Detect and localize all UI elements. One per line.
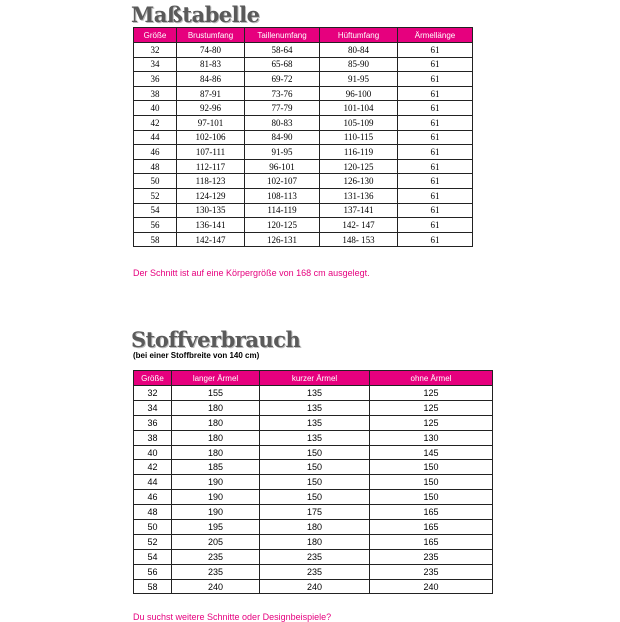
table-row xyxy=(134,520,493,535)
fabric-table-body xyxy=(134,386,493,594)
fabric-table-cell: 155 xyxy=(172,386,260,401)
body-height-note: Der Schnitt ist auf eine Körpergröße von 168 cm ausgelegt. xyxy=(133,268,370,278)
table-row xyxy=(134,534,493,549)
table-row xyxy=(134,203,473,218)
size-table-cell: 58-64 xyxy=(245,43,320,58)
table-row xyxy=(134,415,493,430)
fabric-table-cell: 145 xyxy=(370,445,493,460)
fabric-table-cell: 48 xyxy=(134,505,172,520)
size-table-cell: 80-83 xyxy=(245,115,320,130)
table-row xyxy=(134,130,473,145)
table-row xyxy=(134,115,473,130)
size-table-cell: 108-113 xyxy=(245,188,320,203)
fabric-table-cell: 235 xyxy=(172,564,260,579)
size-table-cell: 124-129 xyxy=(177,188,245,203)
size-table-cell: 61 xyxy=(398,218,473,233)
fabric-table-cell: 130 xyxy=(370,430,493,445)
size-table-cell: 61 xyxy=(398,115,473,130)
size-table-cell: 118-123 xyxy=(177,174,245,189)
size-table-cell: 84-90 xyxy=(245,130,320,145)
fabric-table-cell: 135 xyxy=(260,415,370,430)
size-table-cell: 61 xyxy=(398,130,473,145)
size-table-cell: 96-101 xyxy=(245,159,320,174)
size-table-cell: 126-130 xyxy=(320,174,398,189)
fabric-table-cell: 34 xyxy=(134,400,172,415)
table-row xyxy=(134,188,473,203)
fabric-table-cell: 240 xyxy=(172,579,260,594)
size-table-header xyxy=(134,28,473,43)
size-table-cell: 77-79 xyxy=(245,101,320,116)
size-table-cell: 91-95 xyxy=(320,72,398,87)
fabric-table-cell: 42 xyxy=(134,460,172,475)
fabric-table-cell: 180 xyxy=(172,445,260,460)
fabric-table-cell: 185 xyxy=(172,460,260,475)
table-row xyxy=(134,475,493,490)
size-table-cell: 34 xyxy=(134,57,177,72)
fabric-table-cell: 32 xyxy=(134,386,172,401)
fabric-table-cell: 190 xyxy=(172,505,260,520)
table-row xyxy=(134,505,493,520)
size-table-cell: 142-147 xyxy=(177,232,245,247)
size-table-cell: 65-68 xyxy=(245,57,320,72)
size-table-cell: 50 xyxy=(134,174,177,189)
fabric-table-header xyxy=(134,371,493,386)
table-row xyxy=(134,549,493,564)
fabric-table-header-cell: Größe xyxy=(134,371,172,386)
size-table-cell: 61 xyxy=(398,188,473,203)
size-table-cell: 105-109 xyxy=(320,115,398,130)
fabric-table-cell: 235 xyxy=(260,564,370,579)
fabric-table-cell: 180 xyxy=(172,400,260,415)
size-table-header-cell: Brustumfang xyxy=(177,28,245,43)
fabric-table-cell: 150 xyxy=(370,460,493,475)
fabric-table-cell: 40 xyxy=(134,445,172,460)
fabric-table-cell: 235 xyxy=(370,564,493,579)
fabric-table-cell: 205 xyxy=(172,534,260,549)
table-row xyxy=(134,460,493,475)
fabric-table-cell: 150 xyxy=(260,475,370,490)
size-table-cell: 81-83 xyxy=(177,57,245,72)
table-row xyxy=(134,145,473,160)
table-row xyxy=(134,72,473,87)
fabric-table-cell: 36 xyxy=(134,415,172,430)
fabric-table-cell: 150 xyxy=(370,475,493,490)
size-table-cell: 112-117 xyxy=(177,159,245,174)
size-table-header-cell: Ärmellänge xyxy=(398,28,473,43)
size-table-cell: 110-115 xyxy=(320,130,398,145)
size-table-header-cell: Hüftumfang xyxy=(320,28,398,43)
size-table-cell: 46 xyxy=(134,145,177,160)
table-row xyxy=(134,564,493,579)
size-table-cell: 38 xyxy=(134,86,177,101)
fabric-table-cell: 235 xyxy=(172,549,260,564)
fabric-table-cell: 50 xyxy=(134,520,172,535)
table-row xyxy=(134,218,473,233)
fabric-table-cell: 52 xyxy=(134,534,172,549)
table-row xyxy=(134,57,473,72)
size-table-cell: 61 xyxy=(398,159,473,174)
fabric-table-cell: 180 xyxy=(260,520,370,535)
fabric-table-cell: 165 xyxy=(370,520,493,535)
size-table-cell: 56 xyxy=(134,218,177,233)
fabric-table-cell: 125 xyxy=(370,400,493,415)
size-table-cell: 54 xyxy=(134,203,177,218)
more-patterns-link[interactable]: Du suchst weitere Schnitte oder Designbeispiele? xyxy=(133,612,332,622)
fabric-table-cell: 150 xyxy=(260,490,370,505)
size-table-cell: 87-91 xyxy=(177,86,245,101)
size-table-cell: 91-95 xyxy=(245,145,320,160)
size-table-cell: 101-104 xyxy=(320,101,398,116)
size-table-header-cell: Größe xyxy=(134,28,177,43)
size-table-cell: 74-80 xyxy=(177,43,245,58)
fabric-table-cell: 135 xyxy=(260,400,370,415)
fabric-table-cell: 150 xyxy=(370,490,493,505)
table-row xyxy=(134,232,473,247)
fabric-table-cell: 125 xyxy=(370,386,493,401)
size-table-cell: 136-141 xyxy=(177,218,245,233)
fabric-table-cell: 135 xyxy=(260,430,370,445)
fabric-table-cell: 125 xyxy=(370,415,493,430)
fabric-table-cell: 175 xyxy=(260,505,370,520)
fabric-table-cell: 180 xyxy=(260,534,370,549)
fabric-table-cell: 58 xyxy=(134,579,172,594)
size-table-cell: 61 xyxy=(398,232,473,247)
table-row xyxy=(134,101,473,116)
fabric-table-header-cell: kurzer Ärmel xyxy=(260,371,370,386)
size-table-title: Maßtabelle xyxy=(131,2,260,27)
size-table-cell: 97-101 xyxy=(177,115,245,130)
size-table-cell: 114-119 xyxy=(245,203,320,218)
fabric-table-cell: 240 xyxy=(370,579,493,594)
fabric-table-cell: 190 xyxy=(172,475,260,490)
table-row xyxy=(134,86,473,101)
fabric-table-cell: 165 xyxy=(370,534,493,549)
size-table xyxy=(133,27,473,247)
size-table-cell: 42 xyxy=(134,115,177,130)
size-table-cell: 131-136 xyxy=(320,188,398,203)
size-table-body xyxy=(134,43,473,247)
fabric-table-cell: 150 xyxy=(260,460,370,475)
size-table-cell: 148- 153 xyxy=(320,232,398,247)
size-table-cell: 80-84 xyxy=(320,43,398,58)
table-row xyxy=(134,386,493,401)
size-table-cell: 84-86 xyxy=(177,72,245,87)
size-table-cell: 126-131 xyxy=(245,232,320,247)
size-table-cell: 61 xyxy=(398,101,473,116)
size-table-cell: 58 xyxy=(134,232,177,247)
size-table-cell: 142- 147 xyxy=(320,218,398,233)
size-table-cell: 61 xyxy=(398,145,473,160)
fabric-table-cell: 180 xyxy=(172,430,260,445)
fabric-table-cell: 56 xyxy=(134,564,172,579)
fabric-table-cell: 235 xyxy=(370,549,493,564)
size-table-cell: 61 xyxy=(398,86,473,101)
fabric-table-cell: 46 xyxy=(134,490,172,505)
size-table-cell: 120-125 xyxy=(320,159,398,174)
size-table-cell: 73-76 xyxy=(245,86,320,101)
size-table-cell: 69-72 xyxy=(245,72,320,87)
fabric-width-subtitle: (bei einer Stoffbreite von 140 cm) xyxy=(133,351,260,360)
table-row xyxy=(134,400,493,415)
fabric-table-cell: 38 xyxy=(134,430,172,445)
size-table-cell: 36 xyxy=(134,72,177,87)
fabric-table-cell: 54 xyxy=(134,549,172,564)
table-row xyxy=(134,445,493,460)
size-table-cell: 102-107 xyxy=(245,174,320,189)
fabric-table-cell: 240 xyxy=(260,579,370,594)
size-table-cell: 40 xyxy=(134,101,177,116)
fabric-table-cell: 165 xyxy=(370,505,493,520)
size-table-cell: 61 xyxy=(398,203,473,218)
size-table-cell: 48 xyxy=(134,159,177,174)
size-table-cell: 130-135 xyxy=(177,203,245,218)
size-table-cell: 61 xyxy=(398,57,473,72)
size-table-cell: 120-125 xyxy=(245,218,320,233)
fabric-table-header-cell: langer Ärmel xyxy=(172,371,260,386)
fabric-table-cell: 180 xyxy=(172,415,260,430)
fabric-usage-title: Stoffverbrauch xyxy=(131,327,301,352)
fabric-table-cell: 44 xyxy=(134,475,172,490)
size-table-cell: 61 xyxy=(398,174,473,189)
table-row xyxy=(134,43,473,58)
size-table-header-cell: Taillenumfang xyxy=(245,28,320,43)
table-row xyxy=(134,490,493,505)
size-table-cell: 44 xyxy=(134,130,177,145)
size-table-cell: 61 xyxy=(398,72,473,87)
fabric-table-cell: 150 xyxy=(260,445,370,460)
fabric-table-cell: 195 xyxy=(172,520,260,535)
fabric-usage-table xyxy=(133,370,493,594)
size-table-cell: 102-106 xyxy=(177,130,245,145)
size-table-cell: 96-100 xyxy=(320,86,398,101)
size-table-cell: 137-141 xyxy=(320,203,398,218)
size-table-cell: 107-111 xyxy=(177,145,245,160)
size-table-cell: 85-90 xyxy=(320,57,398,72)
table-row xyxy=(134,430,493,445)
fabric-table-cell: 235 xyxy=(260,549,370,564)
table-row xyxy=(134,174,473,189)
fabric-table-cell: 135 xyxy=(260,386,370,401)
size-table-cell: 116-119 xyxy=(320,145,398,160)
size-table-cell: 92-96 xyxy=(177,101,245,116)
table-row xyxy=(134,579,493,594)
table-row xyxy=(134,159,473,174)
size-table-cell: 61 xyxy=(398,43,473,58)
size-table-cell: 32 xyxy=(134,43,177,58)
size-table-cell: 52 xyxy=(134,188,177,203)
fabric-table-cell: 190 xyxy=(172,490,260,505)
fabric-table-header-cell: ohne Ärmel xyxy=(370,371,493,386)
